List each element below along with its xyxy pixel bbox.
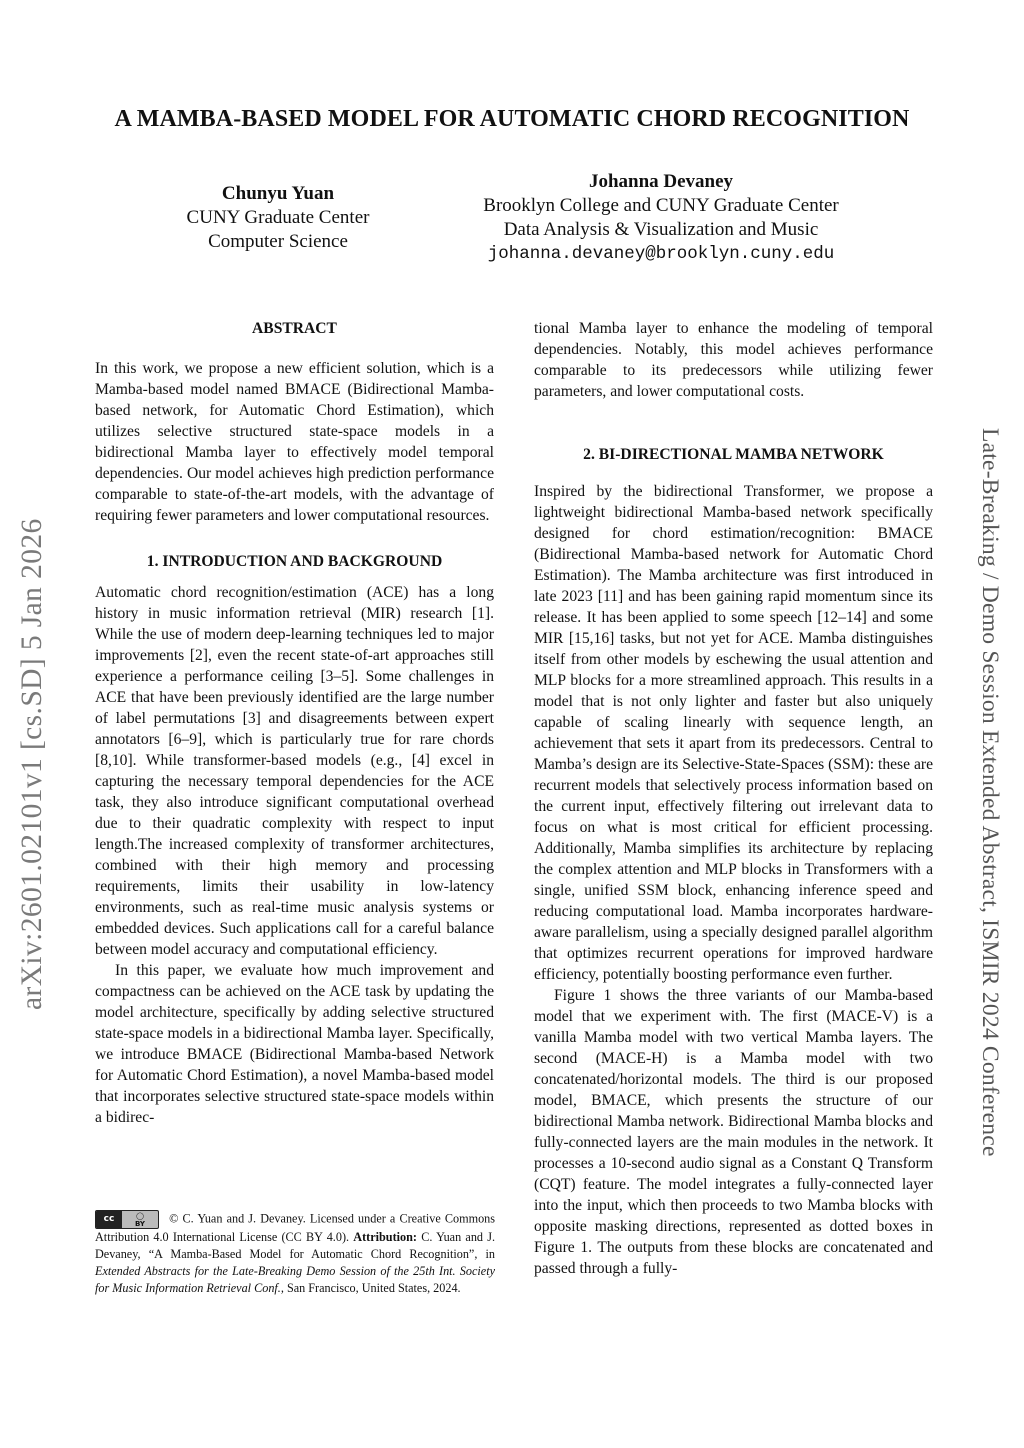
right-column <box>534 318 933 1279</box>
arxiv-identifier[interactable]: arXiv:2601.02101v1 [cs.SD] 5 Jan 2026 <box>16 518 48 1010</box>
section-1-paragraph-2: In this paper, we evaluate how much improvement and compactness can be achieved on the ACE task by updating the model architecture, specifically by adding selective structured state-space models in a bidirectional Mamba layer. Specifically, we introduce BMACE (Bidirectional Mamba-based Network for Automatic Chord Estimation), a novel Mamba-based model that incorporates selective structured state-space models within a bidirec- <box>95 962 494 1126</box>
abstract-text: In this work, we propose a new efficient solution, which is a Mamba-based model named BMACE (Bidirectional Mamba-based network, for Automatic Chord Estimation), which utilizes selective structured state-space models in a bidirectional Mamba layer to effectively model temporal dependencies. Our model achieves high prediction performance comparable to state-of-the-art models, with the advantage of requiring fewer parameters and lower computational resources. <box>95 360 494 524</box>
author-department: Data Analysis & Visualization and Music <box>503 219 819 240</box>
section-1-paragraph-1: Automatic chord recognition/estimation (ACE) has a long history in music information retrieval (MIR) research [1]. While the use of modern deep-learning techniques led to major improvements [2], even the recent state-of-art approaches still experience a performance ceiling [3–5]. Some challenges in ACE that have been previously identified are the large number of label permutations [3] and disagreements between expert annotators [6–9], which is particularly true for rare chords [8,10]. While transformer-based models (e.g., [4] excel in capturing the necessary temporal dependencies for the ACE task, they also introduce significant computational overhead due to their quadratic complexity with respect to input length.The increased complexity of transformer architectures, combined with their high memory and processing requirements, limits their usability in low-latency environments, such as real-time music analysis systems or embedded devices. Such applications call for a careful balance between model accuracy and computational efficiency. <box>95 584 494 958</box>
left-column <box>95 318 494 1128</box>
cc-icon: cc <box>96 1211 122 1228</box>
section-1-continuation: tional Mamba layer to enhance the modeling of temporal dependencies. Notably, this model achieves performance comparable to its predecessors while utilizing fewer parameters, and lower computational costs. <box>534 320 933 400</box>
author-affiliation: CUNY Graduate Center <box>186 207 370 228</box>
section-2-paragraph-2: Figure 1 shows the three variants of our Mamba-based model that we experiment with. The first (MACE-V) is a vanilla Mamba model with two vertical Mamba layers. The second (MACE-H) is a Mamba model with two concatenated/horizontal models. The third is our proposed model, BMACE, which presents the structure of our bidirectional Mamba network. Bidirectional Mamba blocks and fully-connected layers are the main modules in the network. It processes a 10-second audio signal as a Constant Q Transform (CQT) feature. The model integrates a fully-connected layer into the input, which then proceeds to two Mamba blocks with opposite masking directions, represented as dotted boxes in Figure 1. The outputs from these blocks are concatenated and passed through a fully- <box>534 987 933 1277</box>
by-label: BY <box>134 1219 146 1228</box>
venue-text: Extended Abstracts for the Late-Breaking Demo Session of the 25th Int. Society for Music Information Retrieval Conf., <box>95 1264 495 1295</box>
by-attribution-icon: ◯ BY <box>134 1211 146 1228</box>
section-1-heading: 1. INTRODUCTION AND BACKGROUND <box>146 553 443 570</box>
section-2-paragraph-1: Inspired by the bidirectional Transformer, we propose a lightweight bidirectional Mamba-based network specifically designed for chord estimation/recognition: BMACE (Bidirectional Mamba-based network for Automatic Chord Estimation). The Mamba architecture was first introduced in late 2023 [11] and has been gaining rapid momentum since its release. It has been applied to some speech [12–14] and some MIR [15,16] tasks, but not yet for ACE. Mamba distinguishes itself from other models by eschewing the usual attention and MLP blocks for a more streamlined approach. This results in a model that is not only lighter and faster but also uniquely capable of scaling linearly with sequence length, an achievement that sets it apart from its predecessors. Central to Mamba’s design are its Selective-State-Spaces (SSM): these are recurrent models that selectively process information based on the current input, effectively filtering out irrelevant data to focus on what is most critical for efficient processing. Additionally, Mamba simplifies its architecture by replacing the complex attention and MLP blocks in Transformers with a single, unified SSM block, enhancing inference speed and reducing computational load. Mamba incorporates hardware-aware parallelism, using a specially designed parallel algorithm that optimizes recurrent operations for improved hardware efficiency, potentially boosting performance even further. <box>534 483 933 983</box>
cc-by-license-badge[interactable] <box>95 1210 159 1229</box>
location-text: San Francisco, United States, 2024. <box>286 1281 461 1295</box>
section-2-heading: 2. BI-DIRECTIONAL MAMBA NETWORK <box>583 446 884 463</box>
attribution-label: Attribution: <box>353 1230 417 1244</box>
author-email[interactable]: johanna.devaney@brooklyn.cuny.edu <box>487 244 835 264</box>
author-name: Chunyu Yuan <box>221 183 335 204</box>
abstract-heading: ABSTRACT <box>252 320 337 337</box>
author-department: Computer Science <box>208 231 348 252</box>
author-block-1 <box>150 182 406 254</box>
conference-label: Late-Breaking / Demo Session Extended Abstract, ISMIR 2024 Conference <box>977 428 1003 1157</box>
citation-text: C. Yuan and J. Devaney, “A Mamba-Based Model for Automatic Chord Recognition”, in <box>95 1230 496 1261</box>
paper-title: A MAMBA-BASED MODEL FOR AUTOMATIC CHORD RECOGNITION <box>114 106 910 132</box>
license-footnote <box>95 1210 495 1297</box>
author-block-2 <box>440 170 882 266</box>
author-affiliation: Brooklyn College and CUNY Graduate Center <box>483 195 839 216</box>
license-text: © C. Yuan and J. Devaney. Licensed under a Creative Commons Attribution 4.0 International License (CC BY 4.0). <box>95 1211 495 1244</box>
author-name: Johanna Devaney <box>588 171 734 192</box>
